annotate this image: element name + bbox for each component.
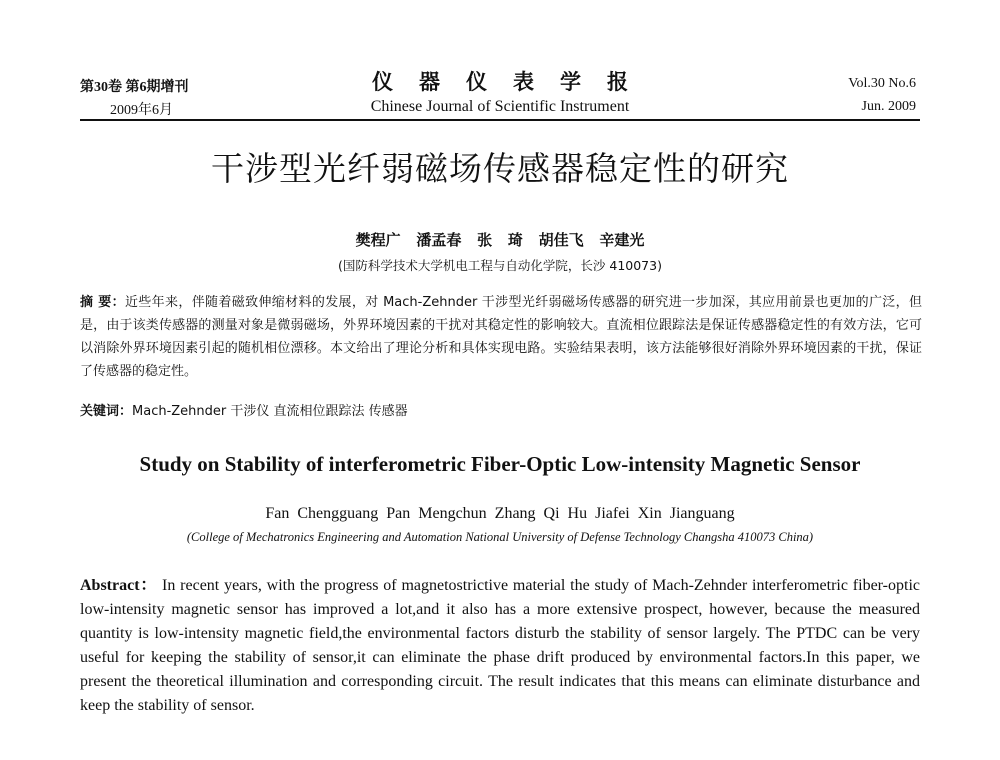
abstract-en-text: In recent years, with the progress of magnetostrictive material the study of Mach-Zehnder interferometric fiber-optic low-intensity magnetic sensor has improved a lot,and it also has a more extensive prospect, however, because the measured quantity is low-intensity magnetic field,the environmental factors disturb the stability of sensor largely. The PTDC can be very useful for keeping the stability of sensor,it can eliminate the phase drift produced by environmental factors.In this paper, we present the theoretical illumination and corresponding circuit. The result indicates that this means can eliminate disturbance and keep the stability of sensor. — [80, 577, 921, 714]
abstract-en-label: Abstract： — [80, 577, 158, 594]
affiliation-en: (College of Mechatronics Engineering and Automation National University of Defense Technology Changsha 410073 China) — [186, 530, 814, 544]
abstract-en — [80, 574, 920, 718]
journal-volume-cn: 第30卷 第6期增刊 — [80, 80, 189, 95]
abstract-cn-label: 摘 要： — [80, 295, 125, 310]
paper-title-cn: 干涉型光纤弱磁场传感器稳定性的研究 — [211, 149, 789, 188]
authors-cn: 樊程广 潘孟春 张 琦 胡佳飞 辛建光 — [355, 233, 645, 249]
journal-volume-en: Vol.30 No.6 — [848, 76, 916, 91]
journal-date-en: Jun. 2009 — [861, 99, 916, 114]
paper-title-en: Study on Stability of interferometric Fiber-Optic Low-intensity Magnetic Sensor — [139, 452, 861, 476]
journal-name-en: Chinese Journal of Scientific Instrument — [370, 98, 630, 115]
abstract-cn — [80, 291, 922, 383]
journal-date-cn: 2009年6月 — [110, 103, 173, 118]
keywords-cn — [80, 400, 922, 419]
keywords-cn-text: Mach-Zehnder 干涉仪 直流相位跟踪法 传感器 — [132, 404, 408, 419]
keywords-cn-label: 关键词： — [80, 404, 133, 419]
abstract-cn-text: 近些年来，伴随着磁致伸缩材料的发展，对 Mach-Zehnder 干涉型光纤弱磁场传感器的研究进一步加深，其应用前景也更加的广泛，但是，由于该类传感器的测量对象是微弱磁场，外界环境因素的干扰对其稳定性的影响较大。直流相位跟踪法是保证传感器稳定性的有效方法，它可以消除外界环境因素引起的随机相位漂移。本文给出了理论分析和具体实现电路。实验结果表明，该方法能够很好消除外界环境因素的干扰，保证了传感器的稳定性。 — [80, 295, 922, 379]
journal-name-cn: 仪器仪表学报 — [372, 70, 654, 94]
affiliation-cn: (国防科学技术大学机电工程与自动化学院，长沙 410073) — [338, 258, 662, 273]
header-rule — [80, 119, 920, 121]
authors-en: Fan Chengguang Pan Mengchun Zhang Qi Hu Jiafei Xin Jianguang — [265, 505, 735, 522]
